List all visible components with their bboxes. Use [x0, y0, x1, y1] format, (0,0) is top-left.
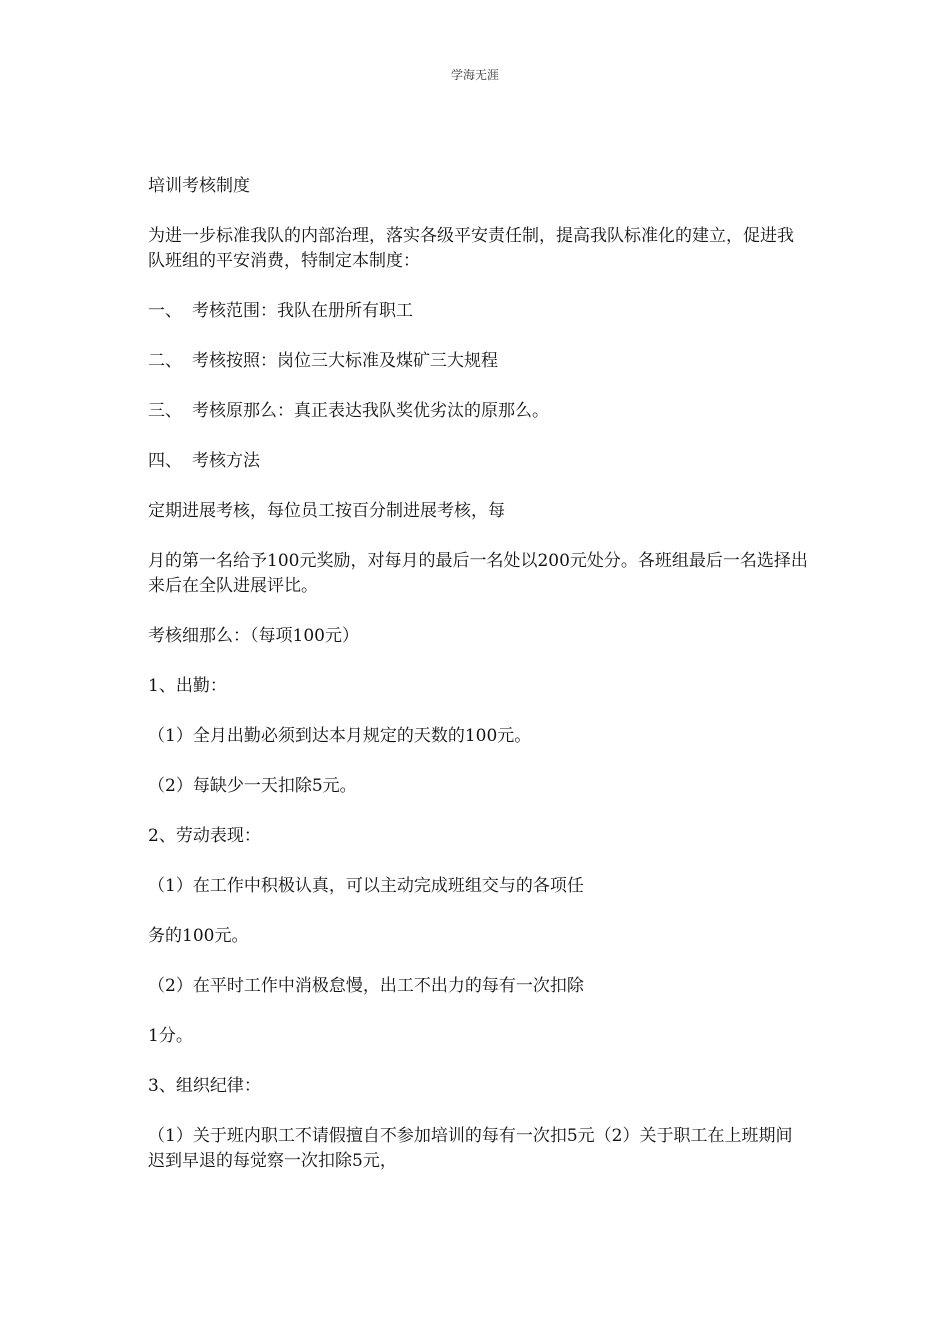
section-scope: [148, 299, 808, 324]
section-text: 考核范围：我队在册所有职工: [192, 301, 413, 321]
section-text: 考核方法: [192, 451, 260, 471]
discipline-title: 3、组织纪律：: [148, 1076, 261, 1096]
section-number: 四、: [148, 451, 182, 471]
detail-title: 考核细那么：（每项100元）: [148, 626, 359, 646]
section-text: 考核原那么：真正表达我队奖优劣汰的原那么。: [192, 401, 549, 421]
section-number: 二、: [148, 351, 182, 371]
labor-item-1-a: （1）在工作中积极认真，可以主动完成班组交与的各项任: [148, 876, 584, 896]
section-number: 三、: [148, 401, 182, 421]
document-body: [148, 174, 808, 1174]
method-line-1: 定期进展考核，每位员工按百分制进展考核，每: [148, 501, 505, 521]
intro-paragraph: 为进一步标准我队的内部治理，落实各级平安责任制，提高我队标准化的建立，促进我队班组的平安消费，特制定本制度：: [148, 226, 794, 271]
section-number: 一、: [148, 301, 182, 321]
section-method: [148, 449, 808, 474]
labor-title: 2、劳动表现：: [148, 826, 261, 846]
method-line-2: 月的第一名给予100元奖励，对每月的最后一名处以200元处分。各班组最后一名选择出来后在全队进展评比。: [148, 551, 808, 596]
attendance-item-2: （2）每缺少一天扣除5元。: [148, 776, 357, 796]
section-text: 考核按照：岗位三大标准及煤矿三大规程: [192, 351, 498, 371]
page-header: 学海无涯: [450, 68, 499, 82]
section-basis: [148, 349, 808, 374]
attendance-title: 1、出勤：: [148, 676, 227, 696]
labor-item-1-b: 务的100元。: [148, 926, 249, 946]
document-title: 培训考核制度: [148, 176, 250, 196]
labor-item-2-b: 1分。: [148, 1026, 193, 1046]
labor-item-2-a: （2）在平时工作中消极怠慢，出工不出力的每有一次扣除: [148, 976, 584, 996]
attendance-item-1: （1）全月出勤必须到达本月规定的天数的100元。: [148, 726, 532, 746]
section-principle: [148, 399, 808, 424]
discipline-item: （1）关于班内职工不请假擅自不参加培训的每有一次扣5元（2）关于职工在上班期间迟到早退的每觉察一次扣除5元，: [148, 1126, 793, 1171]
